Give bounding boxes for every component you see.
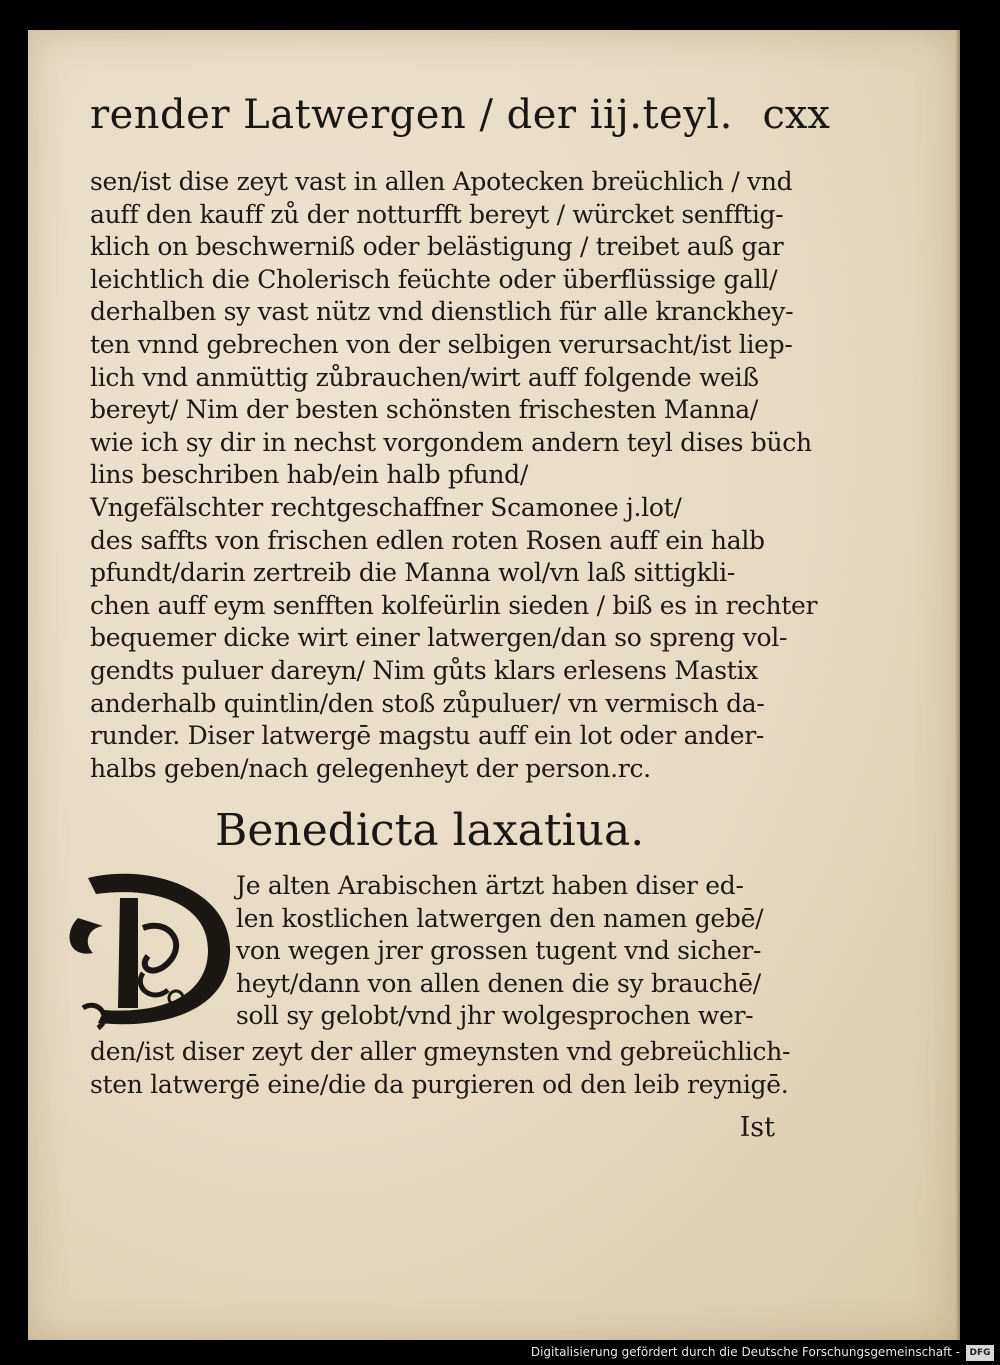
text-line: von wegen jrer grossen tugent vnd sicher- — [236, 936, 762, 966]
text-line: sten latwergē eine/die da purgieren od den leib reynigē. — [90, 1069, 789, 1099]
text-line: des saffts von frischen edlen roten Rosen auff ein halb — [90, 525, 765, 555]
text-line: gendts puluer dareyn/ Nim gůts klars erlesens Mastix — [90, 655, 759, 685]
text-line: len kostlichen latwergen den namen gebē/ — [236, 903, 764, 933]
folio-number: cxx — [762, 92, 830, 138]
footer-bar — [0, 1342, 1000, 1365]
text-line: klich on beschwerniß oder belästigung / treibet auß gar — [90, 232, 784, 262]
section-title: Benedicta laxatiua. — [215, 805, 645, 856]
text-line: chen auff eym senfften kolfeürlin sieden / biß es in rechter — [90, 590, 818, 620]
text-line: den/ist diser zeyt der aller gmeynsten vnd gebreüchlich- — [90, 1037, 791, 1066]
drop-cap-icon — [58, 858, 238, 1033]
text-line: derhalben sy vast nütz vnd dienstlich für alle kranckhey- — [90, 297, 794, 327]
text-line: bereyt/ Nim der besten schönsten frischesten Manna/ — [90, 395, 759, 425]
text-line: pfundt/darin zertreib die Manna wol/vn laß sittigkli- — [90, 558, 735, 588]
text-line: Vngefälschter rechtgeschaffner Scamonee j.lot/ — [90, 492, 682, 522]
catchword: Ist — [739, 1112, 775, 1143]
text-line: Je alten Arabischen ärtzt haben diser ed- — [236, 871, 744, 900]
text-line: leichtlich die Cholerisch feüchte oder überflüssige gall/ — [90, 264, 778, 294]
text-line: lich vnd anmüttig zůbrauchen/wirt auff folgende weiß — [90, 362, 759, 392]
paragraph-2-indented — [236, 870, 776, 1033]
text-line: lins beschriben hab/ein halb pfund/ — [90, 460, 528, 490]
text-line: auff den kauff zů der notturfft bereyt / würcket senfftig- — [90, 199, 784, 229]
text-line: soll sy gelobt/vnd jhr wolgesprochen wer- — [236, 1001, 754, 1031]
paragraph-1 — [90, 166, 818, 785]
text-line: heyt/dann von allen denen die sy brauchē/ — [236, 968, 761, 998]
text-line: runder. Diser latwergē magstu auff ein lot oder ander- — [90, 721, 765, 751]
decorated-initial — [58, 858, 238, 1033]
text-line: bequemer dicke wirt einer latwergen/dan so spreng vol- — [90, 623, 788, 653]
text-line: ten vnnd gebrechen von der selbigen verursacht/ist liep- — [90, 329, 793, 359]
page-header — [60, 82, 830, 162]
text-line: wie ich sy dir in nechst vorgondem andern teyl dises büch — [90, 427, 812, 457]
running-head: render Latwergen / der iij.teyl. — [90, 92, 733, 138]
dfg-logo: DFG — [966, 1345, 994, 1361]
text-line: halbs geben/nach gelegenheyt der person.rc. — [90, 753, 651, 783]
funding-notice: Digitalisierung gefördert durch die Deutsche Forschungsgemeinschaft - — [530, 1345, 960, 1359]
text-line: anderhalb quintlin/den stoß zůpuluer/ vn vermisch da- — [90, 688, 765, 718]
paragraph-2-full — [90, 1036, 791, 1101]
text-line: sen/ist dise zeyt vast in allen Apotecken breüchlich / vnd — [90, 167, 793, 196]
page-edge — [955, 30, 960, 1340]
